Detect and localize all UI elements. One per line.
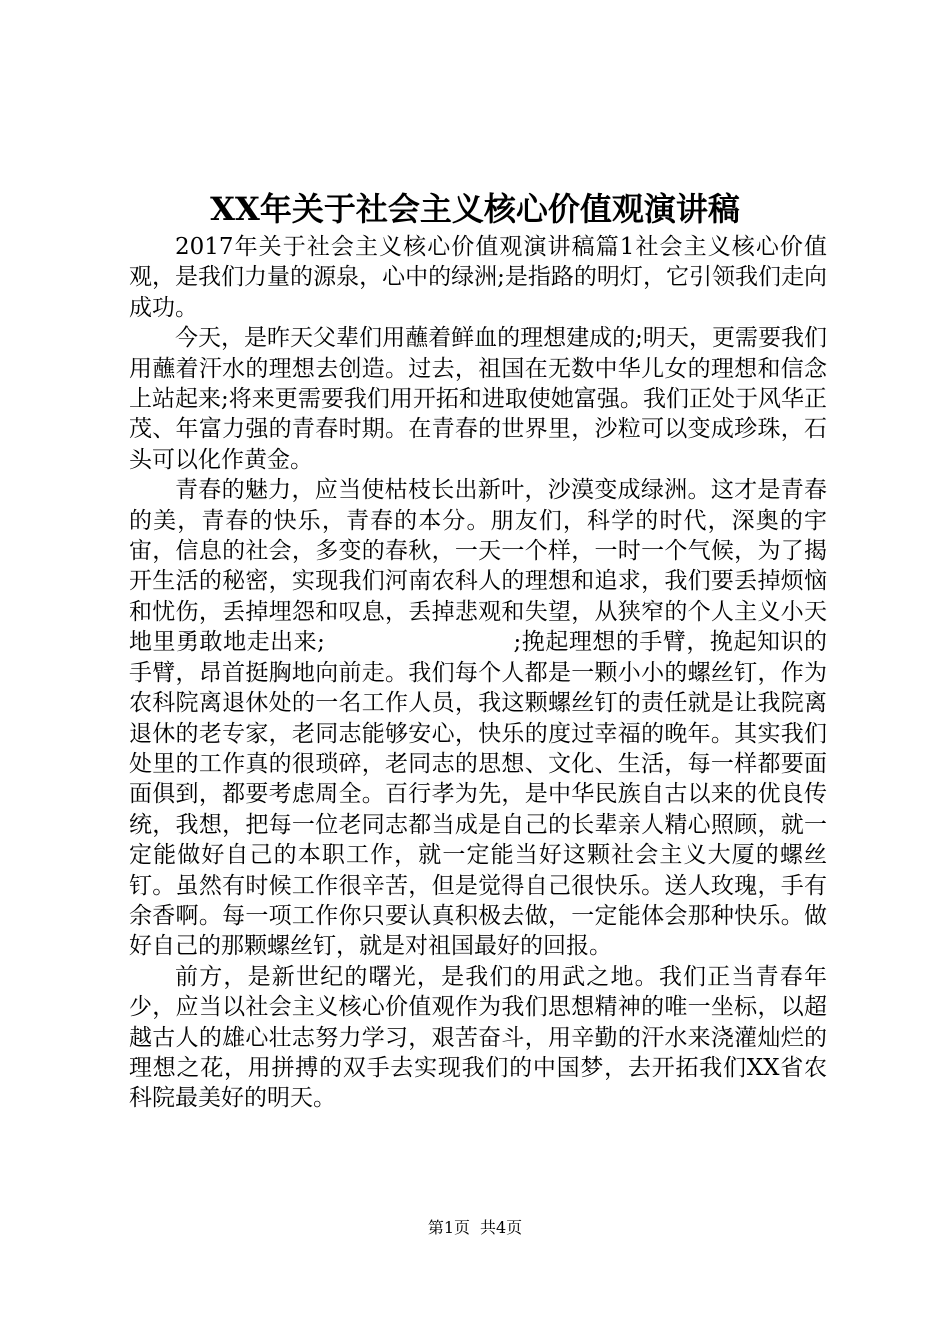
paragraph-2: 今天，是昨天父辈们用蘸着鲜血的理想建成的;明天，更需要我们用蘸着汗水的理想去创造。过去，祖国在无数中华儿女的理想和信念上站起来;将来更需要我们用开拓和进取使她富强。我们正处于风华正茂、年富力强的青春时期。在青春的世界里，沙粒可以变成珍珠，石头可以化作黄金。 [129, 325, 827, 473]
paragraph-3: 青春的魅力，应当使枯枝长出新叶，沙漠变成绿洲。这才是青春的美，青春的快乐，青春的本分。朋友们，科学的时代，深奥的宇宙，信息的社会，多变的春秋，一天一个样，一时一个气候，为了揭开生活的秘密，实现我们河南农科人的理想和追求，我们要丢掉烦恼和忧伤，丢掉埋怨和叹息，丢掉悲观和失望，从狭窄的个人主义小天地里勇敢地走出来; ;挽起理想的手臂，挽起知识的手臂，昂首挺胸地向前走。我们每个人都是一颗小小的螺丝钉，作为农科院离退休处的一名工作人员，我这颗螺丝钉的责任就是让我院离退休的老专家，老同志能够安心，快乐的度过幸福的晚年。其实我们处里的工作真的很琐碎，老同志的思想、文化、生活，每一样都要面面俱到，都要考虑周全。百行孝为先，是中华民族自古以来的优良传统，我想，把每一位老同志都当成是自己的长辈亲人精心照顾，就一定能做好自己的本职工作，就一定能当好这颗社会主义大厦的螺丝钉。虽然有时候工作很辛苦，但是觉得自己很快乐。送人玫瑰，手有余香啊。每一项工作你只要认真积极去做，一定能体会那种快乐。做好自己的那颗螺丝钉，就是对祖国最好的回报。 [129, 477, 827, 960]
document-title: XX年关于社会主义核心价值观演讲稿 [210, 190, 740, 228]
paragraph-4: 前方，是新世纪的曙光，是我们的用武之地。我们正当青春年少，应当以社会主义核心价值观作为我们思想精神的唯一坐标，以超越古人的雄心壮志努力学习，艰苦奋斗，用辛勤的汗水来浇灌灿烂的理想之花，用拼搏的双手去实现我们的中国梦，去开拓我们XX省农科院最美好的明天。 [129, 963, 827, 1112]
paragraph-1: 2017年关于社会主义核心价值观演讲稿篇1社会主义核心价值观，是我们力量的源泉，心中的绿洲;是指路的明灯，它引领我们走向成功。 [129, 234, 827, 321]
page-total: 共4页 [480, 1218, 523, 1237]
page-footer [0, 1216, 950, 1240]
page-number: 第1页 [427, 1218, 470, 1237]
document-body [129, 232, 827, 1114]
